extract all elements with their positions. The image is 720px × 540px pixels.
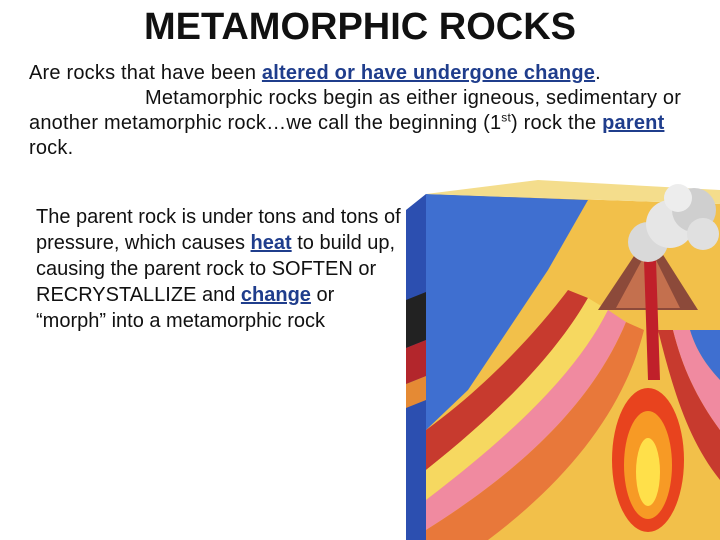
intro-text-5: rock. xyxy=(29,137,74,159)
volcano-crosssection-illustration xyxy=(398,180,720,540)
body-paragraph xyxy=(36,204,408,334)
page-title: METAMORPHIC ROCKS xyxy=(143,6,577,48)
body-text-1: The parent rock is under tons and tons of pressure, which causes xyxy=(36,206,401,254)
keyword-altered: altered or have undergone change xyxy=(261,62,596,84)
intro-text-4: ) rock the xyxy=(511,112,603,134)
body-text-3: or “morph” into a metamorphic rock xyxy=(36,284,335,332)
body-text-2: to build up, causing the parent rock to SOFTEN or RECRYSTALLIZE and xyxy=(36,232,396,306)
intro-paragraph xyxy=(29,61,709,161)
magma-chamber-core xyxy=(636,438,660,506)
intro-text-3: Metamorphic rocks begin as either igneous, sedimentary or another metamorphic rock…we call the beginning (1 xyxy=(29,87,682,134)
ordinal-superscript: st xyxy=(501,110,511,125)
side-stripe-black xyxy=(406,292,426,348)
intro-text-2: . xyxy=(595,62,601,84)
keyword-heat: heat xyxy=(250,232,292,254)
intro-text-1: Are rocks that have been xyxy=(29,62,262,84)
keyword-change: change xyxy=(240,284,311,306)
keyword-parent: parent xyxy=(602,112,665,134)
